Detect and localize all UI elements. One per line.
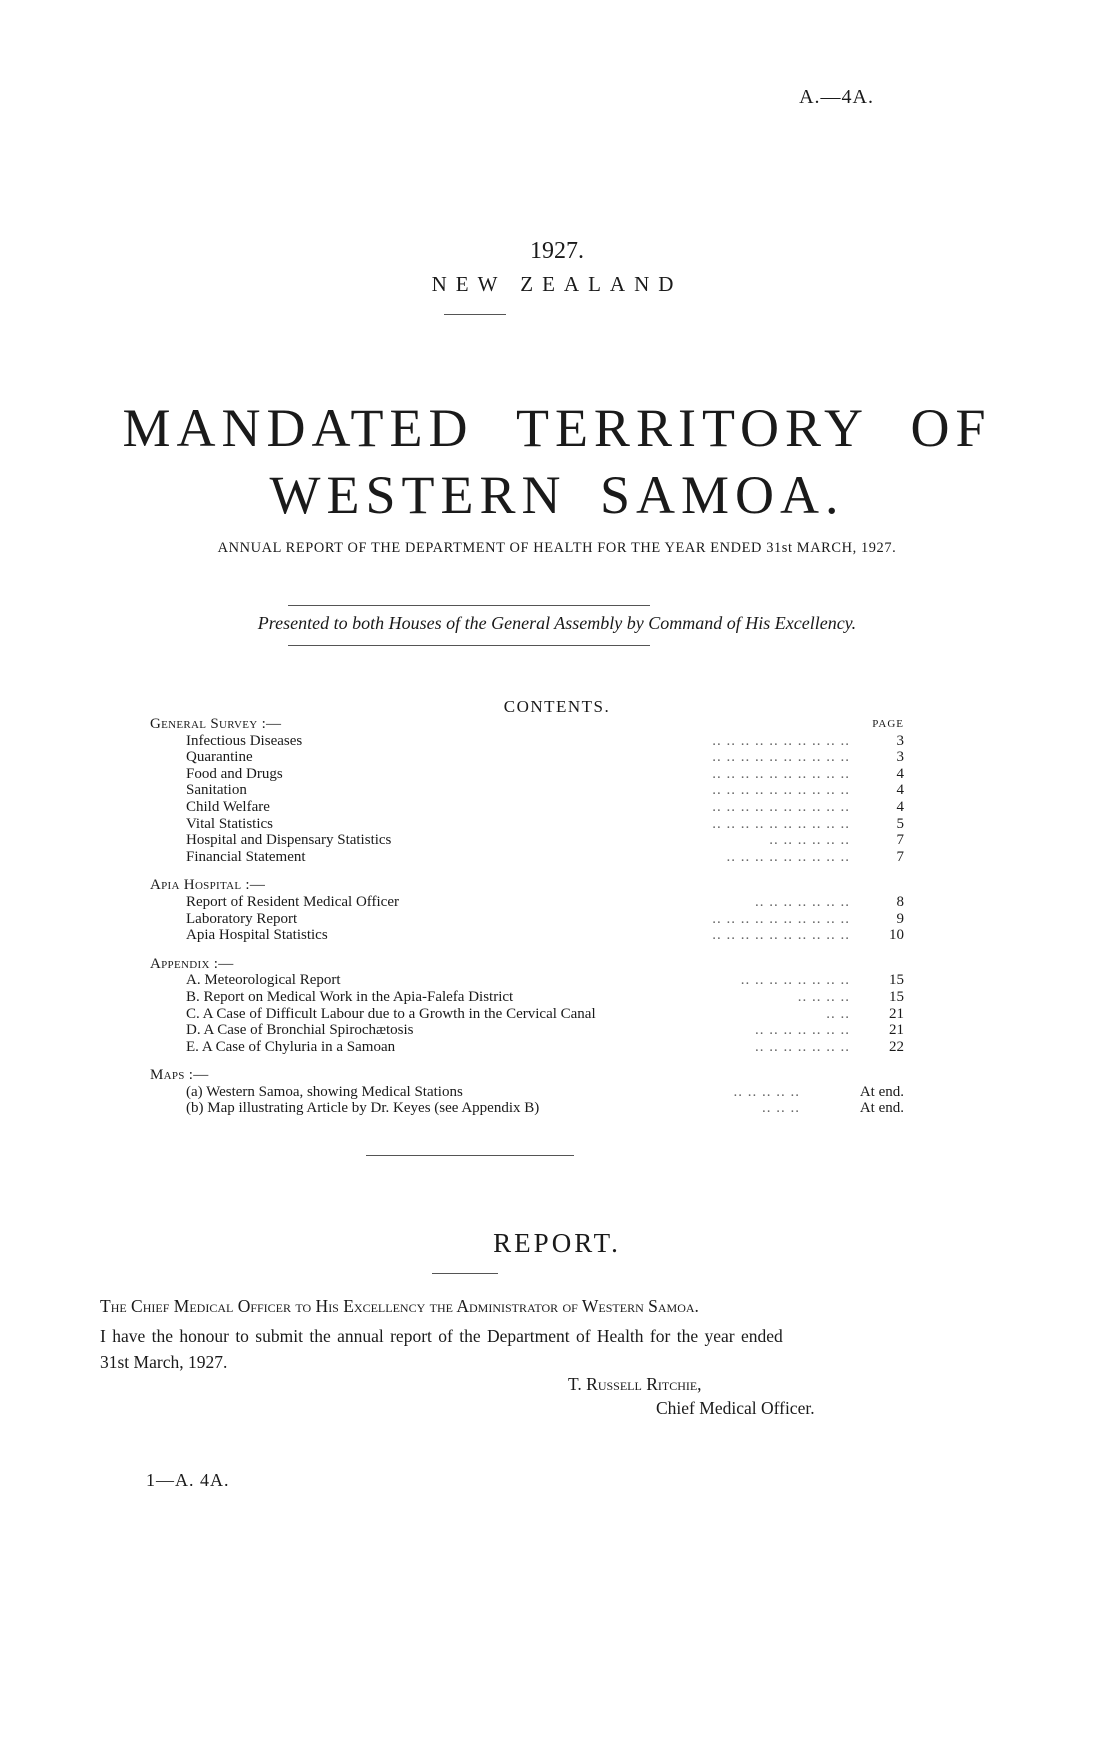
section-title: Maps :— <box>150 1067 209 1084</box>
signatory-title: Chief Medical Officer. <box>656 1398 815 1418</box>
contents-entry: .. .. C. A Case of Difficult Labour due to a Growth in the Cervical Canal 21 <box>186 1005 904 1022</box>
year: 1927. <box>530 238 584 264</box>
contents-entry: .. .. .. .. .. .. .. .. .. .. Vital Statistics 5 <box>186 815 904 832</box>
report-salutation: The Chief Medical Officer to His Excellency the Administrator of Western Samoa. <box>100 1296 699 1316</box>
report-heading: REPORT. <box>493 1228 621 1258</box>
contents-entry: .. .. .. .. .. (a) Western Samoa, showing Medical Stations At end. <box>186 1083 904 1100</box>
contents-entry: .. .. .. .. .. .. .. .. .. .. Apia Hospital Statistics 10 <box>186 927 904 944</box>
report-subtitle: ANNUAL REPORT OF THE DEPARTMENT OF HEALTH FOR THE YEAR ENDED 31st MARCH, 1927. <box>217 540 897 556</box>
contents-entry: .. .. .. .. .. .. .. .. .. .. Quarantine 3 <box>186 749 904 766</box>
section-title: Appendix :— <box>150 955 234 972</box>
presented-statement: Presented to both Houses of the General Assembly by Command of His Excellency. <box>257 613 857 633</box>
contents-section-heading <box>150 1067 910 1084</box>
contents-entry: .. .. .. .. .. .. .. Report of Resident Medical Officer 8 <box>186 893 904 910</box>
main-title-line2: WESTERN SAMOA. <box>269 465 845 525</box>
main-title-line1: MANDATED TERRITORY OF <box>122 398 992 458</box>
signatory-name: T. Russell Ritchie, <box>568 1374 702 1394</box>
divider <box>288 645 650 646</box>
page-column-label: PAGE <box>872 718 904 730</box>
contents-entry: .. .. .. .. .. .. .. .. .. .. Child Welfare 4 <box>186 798 904 815</box>
divider <box>432 1273 498 1274</box>
contents-entry: .. .. .. .. .. .. .. .. .. .. Laboratory Report 9 <box>186 910 904 927</box>
contents-entry: .. .. .. .. .. .. .. .. .. Financial Statement 7 <box>186 848 904 865</box>
contents-entry: .. .. .. .. .. .. .. D. A Case of Bronchial Spirochætosis 21 <box>186 1022 904 1039</box>
contents-heading: CONTENTS. <box>503 697 611 716</box>
contents-entry: .. .. .. .. .. .. Hospital and Dispensary Statistics 7 <box>186 832 904 849</box>
divider <box>288 605 650 606</box>
contents-entry: .. .. .. .. .. .. .. E. A Case of Chyluria in a Samoan 22 <box>186 1038 904 1055</box>
report-body-line2: 31st March, 1927. <box>100 1352 228 1372</box>
footer-reference: 1—A. 4A. <box>146 1470 230 1490</box>
contents-entry: .. .. .. .. .. .. .. .. .. .. Sanitation 4 <box>186 782 904 799</box>
contents-entry: .. .. .. (b) Map illustrating Article by Dr. Keyes (see Appendix B) At end. <box>186 1100 904 1117</box>
contents-entry: .. .. .. .. .. .. .. .. .. .. Infectious Diseases 3 <box>186 732 904 749</box>
divider <box>366 1155 574 1156</box>
contents-entry: .. .. .. .. .. .. .. .. .. .. Food and Drugs 4 <box>186 765 904 782</box>
section-title: General Survey :— <box>150 716 282 732</box>
country-heading: NEW ZEALAND <box>431 272 683 296</box>
report-body-line1: I have the honour to submit the annual report of the Department of Health for the year ended <box>100 1326 783 1346</box>
contents-page-header <box>150 716 910 733</box>
divider <box>444 314 506 315</box>
contents-section-heading <box>150 956 910 973</box>
contents-entry: .. .. .. .. B. Report on Medical Work in the Apia-Falefa District 15 <box>186 988 904 1005</box>
document-reference: A.—4A. <box>799 86 874 108</box>
contents-list <box>150 716 910 1117</box>
contents-entry: .. .. .. .. .. .. .. .. A. Meteorological Report 15 <box>186 972 904 989</box>
contents-section-heading <box>150 877 910 894</box>
section-title: Apia Hospital :— <box>150 877 266 894</box>
